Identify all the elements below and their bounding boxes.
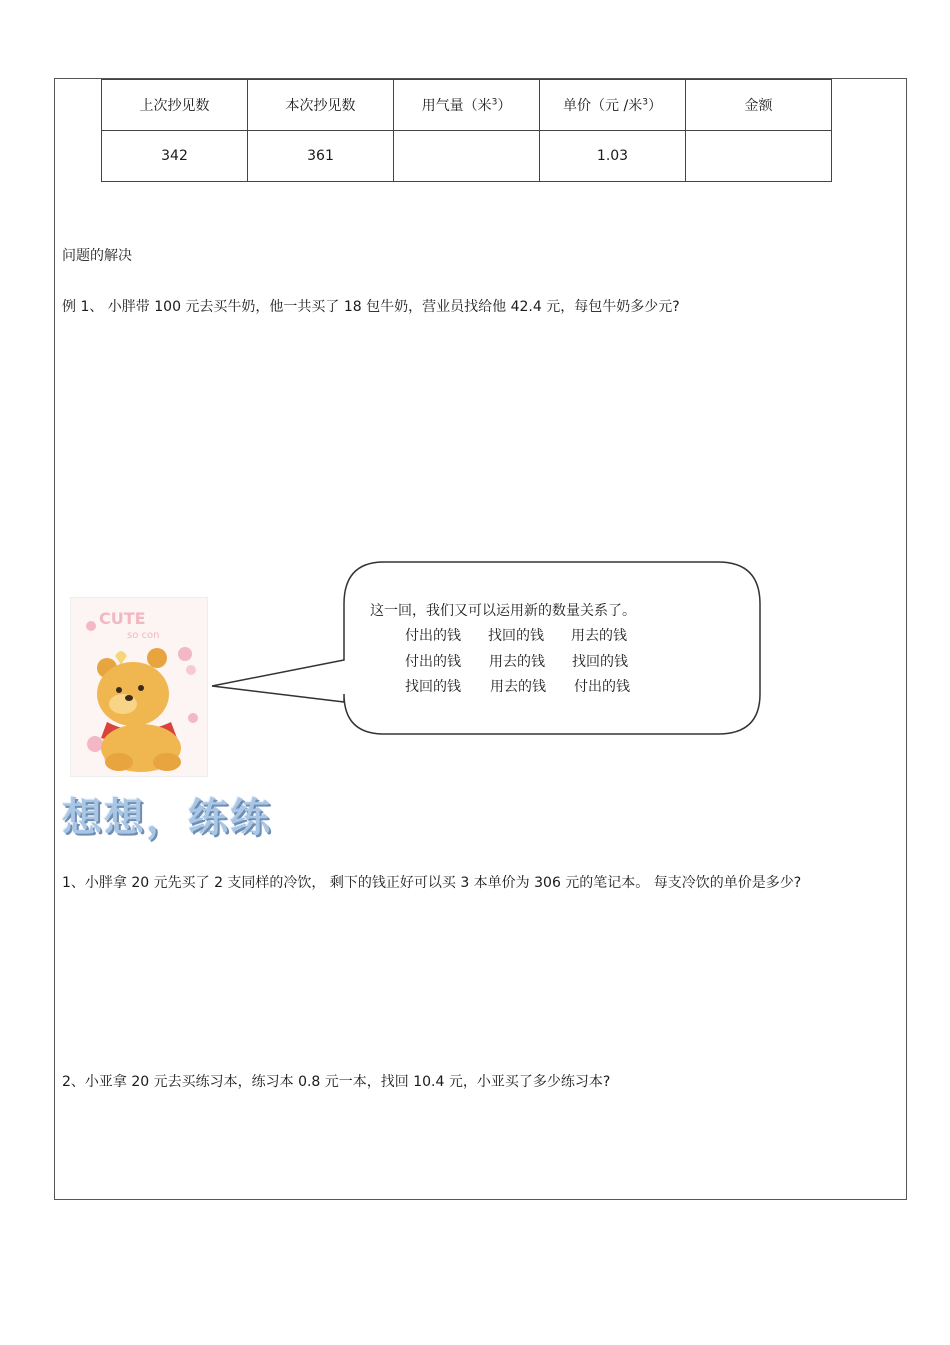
bubble-line-2-a: 付出的钱	[405, 654, 461, 670]
table-row	[102, 131, 832, 182]
bubble-line-3-a: 找回的钱	[405, 679, 461, 695]
bubble-line-1-a: 付出的钱	[405, 628, 461, 644]
question-1: 1、小胖拿 20 元先买了 2 支同样的冷饮， 剩下的钱正好可以买 3 本单价为 306 元的笔记本。 每支冷饮的单价是多少?	[62, 875, 802, 891]
bubble-line-2-c: 找回的钱	[572, 654, 628, 670]
question-2: 2、小亚拿 20 元去买练习本，练习本 0.8 元一本，找回 10.4 元，小亚买了多少练习本?	[62, 1074, 611, 1090]
bubble-line-2-b: 用去的钱	[489, 654, 545, 670]
gas-meter-table	[101, 79, 832, 182]
practice-heading: 想想，练练	[62, 794, 272, 841]
bear-illustration	[71, 598, 207, 776]
example-1: 例 1、 小胖带 100 元去买牛奶，他一共买了 18 包牛奶，营业员找给他 42.4 元，每包牛奶多少元?	[62, 299, 680, 315]
cell-last-reading: 342	[102, 131, 248, 182]
header-last-reading: 上次抄见数	[102, 80, 248, 131]
table-header-row	[102, 80, 832, 131]
section-title: 问题的解决	[62, 248, 132, 264]
header-current-reading: 本次抄见数	[248, 80, 394, 131]
cell-unit-price: 1.03	[540, 131, 686, 182]
header-amount: 金额	[686, 80, 832, 131]
header-gas-usage: 用气量（米$^3$）	[394, 80, 540, 131]
bubble-line-1-c: 用去的钱	[571, 628, 627, 644]
bubble-line-3-b: 用去的钱	[490, 679, 546, 695]
cell-current-reading: 361	[248, 131, 394, 182]
cell-gas-usage	[394, 131, 540, 182]
svg-text:CUTE: CUTE	[99, 609, 146, 628]
bubble-line-1-b: 找回的钱	[488, 628, 544, 644]
bear-image	[70, 597, 208, 777]
svg-text:so con: so con	[127, 630, 160, 641]
bubble-intro: 这一回，我们又可以运用新的数量关系了。	[370, 603, 636, 619]
cell-amount	[686, 131, 832, 182]
speech-bubble	[210, 560, 762, 740]
bubble-line-3-c: 付出的钱	[574, 679, 630, 695]
header-unit-price: 单价（元 /米$^3$）	[540, 80, 686, 131]
